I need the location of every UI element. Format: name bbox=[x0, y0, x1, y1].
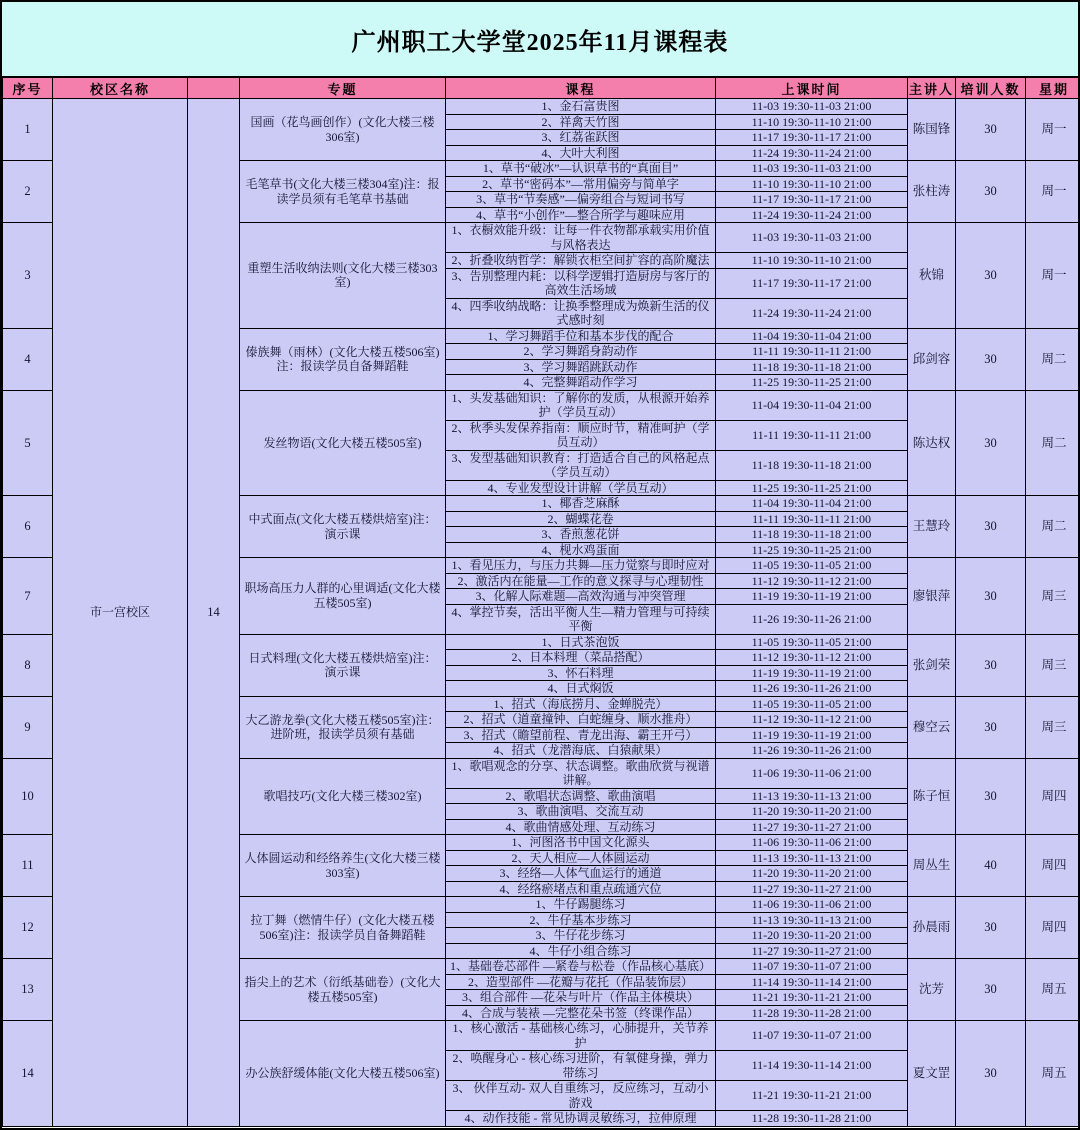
course-time: 11-03 19:30-11-03 21:00 bbox=[716, 99, 908, 115]
course-time: 11-26 19:30-11-26 21:00 bbox=[716, 604, 908, 634]
course-name: 3、牛仔花步练习 bbox=[446, 928, 716, 944]
course-time: 11-18 19:30-11-18 21:00 bbox=[716, 527, 908, 543]
course-name: 1、看见压力，与压力共舞—压力觉察与即时应对 bbox=[446, 558, 716, 574]
student-count: 30 bbox=[956, 496, 1026, 558]
lecturer-name: 沈芳 bbox=[908, 959, 956, 1021]
student-count: 30 bbox=[956, 99, 1026, 161]
weekday: 周五 bbox=[1026, 1021, 1080, 1127]
course-name: 4、枧水鸡蛋面 bbox=[446, 542, 716, 558]
course-time: 11-24 19:30-11-24 21:00 bbox=[716, 207, 908, 223]
lecturer-name: 王慧玲 bbox=[908, 496, 956, 558]
weekday: 周四 bbox=[1026, 835, 1080, 897]
course-name: 2、歌唱状态调整、歌曲演唱 bbox=[446, 788, 716, 804]
course-time: 11-19 19:30-11-19 21:00 bbox=[716, 727, 908, 743]
topic-no: 5 bbox=[3, 390, 53, 496]
student-count: 30 bbox=[956, 897, 1026, 959]
topic-title: 拉丁舞（燃情牛仔）(文化大楼五楼506室)注：报读学员自备舞蹈鞋 bbox=[240, 897, 446, 959]
course-time: 11-26 19:30-11-26 21:00 bbox=[716, 743, 908, 759]
header-row bbox=[3, 78, 1080, 99]
course-time: 11-27 19:30-11-27 21:00 bbox=[716, 819, 908, 835]
course-time: 11-27 19:30-11-27 21:00 bbox=[716, 881, 908, 897]
course-time: 11-10 19:30-11-10 21:00 bbox=[716, 176, 908, 192]
topic-title: 日式料理(文化大楼五楼烘焙室)注：演示课 bbox=[240, 634, 446, 696]
course-name: 1、头发基础知识：了解你的发质，从根源开始养护（学员互动） bbox=[446, 390, 716, 420]
course-name: 3、告别整理内耗：以科学逻辑打造厨房与客厅的高效生活场域 bbox=[446, 268, 716, 298]
course-time: 11-07 19:30-11-07 21:00 bbox=[716, 1021, 908, 1051]
page-title: 广州职工大学堂2025年11月课程表 bbox=[2, 2, 1078, 77]
topic-no: 8 bbox=[3, 634, 53, 696]
lecturer-name: 孙晨雨 bbox=[908, 897, 956, 959]
course-time: 11-20 19:30-11-20 21:00 bbox=[716, 866, 908, 882]
student-count: 30 bbox=[956, 223, 1026, 329]
weekday: 周一 bbox=[1026, 99, 1080, 161]
lecturer-name: 廖银萍 bbox=[908, 558, 956, 635]
course-name: 4、合成与装裱 —完整花朵书签（终课作品） bbox=[446, 1005, 716, 1021]
course-time: 11-12 19:30-11-12 21:00 bbox=[716, 650, 908, 666]
course-name: 4、日式焖饭 bbox=[446, 681, 716, 697]
lecturer-name: 陈国锋 bbox=[908, 99, 956, 161]
course-time: 11-06 19:30-11-06 21:00 bbox=[716, 897, 908, 913]
weekday: 周二 bbox=[1026, 328, 1080, 390]
weekday: 周三 bbox=[1026, 696, 1080, 758]
course-name: 3、经络—人体气血运行的通道 bbox=[446, 866, 716, 882]
course-name: 2、日本料理（菜品搭配） bbox=[446, 650, 716, 666]
course-name: 4、大叶大利图 bbox=[446, 145, 716, 161]
course-name: 2、蝴蝶花卷 bbox=[446, 511, 716, 527]
weekday: 周三 bbox=[1026, 634, 1080, 696]
weekday: 周五 bbox=[1026, 959, 1080, 1021]
topic-no: 6 bbox=[3, 496, 53, 558]
course-name: 4、草书“小创作”—整合所学与趣味应用 bbox=[446, 207, 716, 223]
lecturer-name: 张剑荣 bbox=[908, 634, 956, 696]
topic-no: 3 bbox=[3, 223, 53, 329]
lecturer-name: 秋锦 bbox=[908, 223, 956, 329]
course-time: 11-17 19:30-11-17 21:00 bbox=[716, 192, 908, 208]
course-time: 11-14 19:30-11-14 21:00 bbox=[716, 974, 908, 990]
course-name: 1、椰香芝麻酥 bbox=[446, 496, 716, 512]
weekday: 周一 bbox=[1026, 161, 1080, 223]
course-time: 11-13 19:30-11-13 21:00 bbox=[716, 912, 908, 928]
topic-no: 4 bbox=[3, 328, 53, 390]
course-name: 2、招式（道童撞钟、白蛇缠身、顺水推舟） bbox=[446, 712, 716, 728]
student-count: 30 bbox=[956, 696, 1026, 758]
course-name: 4、招式（龙潜海底、白猿献果） bbox=[446, 743, 716, 759]
course-row bbox=[3, 99, 1080, 115]
course-name: 1、河图洛书中国文化源头 bbox=[446, 835, 716, 851]
course-name: 1、衣橱效能升级：让每一件衣物都承载实用价值与风格表达 bbox=[446, 223, 716, 253]
course-name: 2、草书“密码本”—常用偏旁与简单字 bbox=[446, 176, 716, 192]
lecturer-name: 张柱涛 bbox=[908, 161, 956, 223]
topic-title: 职场高压力人群的心里调适(文化大楼五楼505室) bbox=[240, 558, 446, 635]
course-time: 11-04 19:30-11-04 21:00 bbox=[716, 496, 908, 512]
course-time: 11-04 19:30-11-04 21:00 bbox=[716, 390, 908, 420]
course-name: 2、天人相应—人体圆运动 bbox=[446, 850, 716, 866]
course-time: 11-06 19:30-11-06 21:00 bbox=[716, 758, 908, 788]
course-time: 11-19 19:30-11-19 21:00 bbox=[716, 589, 908, 605]
course-name: 1、核心激活 - 基础核心练习，心肺提升，关节养护 bbox=[446, 1021, 716, 1051]
col-header-weekday: 星期 bbox=[1026, 78, 1080, 99]
student-count: 30 bbox=[956, 558, 1026, 635]
course-name: 3、组合部件 —花朵与叶片（作品主体模块） bbox=[446, 990, 716, 1006]
schedule-body bbox=[3, 99, 1080, 1127]
col-header-topic: 专题 bbox=[240, 78, 446, 99]
col-header-count bbox=[188, 78, 240, 99]
course-time: 11-25 19:30-11-25 21:00 bbox=[716, 375, 908, 391]
course-name: 4、动作技能 - 常见协调灵敏练习，拉伸原理 bbox=[446, 1111, 716, 1127]
topic-title: 指尖上的艺术（衍纸基础卷）(文化大楼五楼505室) bbox=[240, 959, 446, 1021]
course-name: 1、金石富贵图 bbox=[446, 99, 716, 115]
topic-no: 11 bbox=[3, 835, 53, 897]
student-count: 30 bbox=[956, 1021, 1026, 1127]
course-name: 1、日式茶泡饭 bbox=[446, 634, 716, 650]
course-time: 11-18 19:30-11-18 21:00 bbox=[716, 359, 908, 375]
student-count: 40 bbox=[956, 835, 1026, 897]
course-time: 11-06 19:30-11-06 21:00 bbox=[716, 835, 908, 851]
course-name: 2、秋季头发保养指南：顺应时节，精准呵护（学员互动） bbox=[446, 420, 716, 450]
course-time: 11-13 19:30-11-13 21:00 bbox=[716, 788, 908, 804]
course-name: 2、唤醒身心 - 核心练习进阶，有氧健身操，弹力带练习 bbox=[446, 1051, 716, 1081]
course-name: 1、招式（海底捞月、金蝉脱壳） bbox=[446, 696, 716, 712]
lecturer-name: 周丛生 bbox=[908, 835, 956, 897]
topic-title: 发丝物语(文化大楼五楼505室) bbox=[240, 390, 446, 496]
col-header-no: 序号 bbox=[3, 78, 53, 99]
topic-no: 14 bbox=[3, 1021, 53, 1127]
course-name: 3、发型基础知识教育：打造适合自己的风格起点（学员互动） bbox=[446, 450, 716, 480]
course-time: 11-07 19:30-11-07 21:00 bbox=[716, 959, 908, 975]
weekday: 周一 bbox=[1026, 223, 1080, 329]
course-time: 11-27 19:30-11-27 21:00 bbox=[716, 943, 908, 959]
student-count: 30 bbox=[956, 328, 1026, 390]
course-time: 11-28 19:30-11-28 21:00 bbox=[716, 1005, 908, 1021]
course-time: 11-05 19:30-11-05 21:00 bbox=[716, 558, 908, 574]
col-header-lecturer: 主讲人 bbox=[908, 78, 956, 99]
course-name: 1、基础卷芯部件 —紧卷与松卷（作品核心基底） bbox=[446, 959, 716, 975]
course-name: 3、招式（瞻望前程、青龙出海、霸王开弓） bbox=[446, 727, 716, 743]
course-name: 2、激活内在能量—工作的意义探寻与心理韧性 bbox=[446, 573, 716, 589]
course-name: 4、四季收纳战略：让换季整理成为焕新生活的仪式感时刻 bbox=[446, 298, 716, 328]
lecturer-name: 陈达权 bbox=[908, 390, 956, 496]
course-time: 11-11 19:30-11-11 21:00 bbox=[716, 420, 908, 450]
course-time: 11-10 19:30-11-10 21:00 bbox=[716, 253, 908, 269]
topic-no: 9 bbox=[3, 696, 53, 758]
course-time: 11-03 19:30-11-03 21:00 bbox=[716, 223, 908, 253]
course-name: 4、完整舞蹈动作学习 bbox=[446, 375, 716, 391]
lecturer-name: 邱剑容 bbox=[908, 328, 956, 390]
course-time: 11-20 19:30-11-20 21:00 bbox=[716, 928, 908, 944]
course-name: 2、学习舞蹈身韵动作 bbox=[446, 344, 716, 360]
topic-title: 歌唱技巧(文化大楼三楼302室) bbox=[240, 758, 446, 835]
topic-title: 中式面点(文化大楼五楼烘焙室)注：演示课 bbox=[240, 496, 446, 558]
course-name: 3、 伙伴互动- 双人自重练习，反应练习，互动小游戏 bbox=[446, 1081, 716, 1111]
course-name: 2、牛仔基本步练习 bbox=[446, 912, 716, 928]
schedule-table bbox=[2, 77, 1080, 1127]
course-time: 11-17 19:30-11-17 21:00 bbox=[716, 268, 908, 298]
topic-no: 7 bbox=[3, 558, 53, 635]
weekday: 周二 bbox=[1026, 390, 1080, 496]
course-time: 11-21 19:30-11-21 21:00 bbox=[716, 990, 908, 1006]
course-time: 11-05 19:30-11-05 21:00 bbox=[716, 634, 908, 650]
student-count: 30 bbox=[956, 959, 1026, 1021]
course-name: 1、草书“破冰”—认识草书的“真面目” bbox=[446, 161, 716, 177]
lecturer-name: 夏文罡 bbox=[908, 1021, 956, 1127]
topic-title: 人体圆运动和经络养生(文化大楼三楼303室) bbox=[240, 835, 446, 897]
topic-title: 大乙游龙拳(文化大楼五楼505室)注：进阶班，报读学员须有基础 bbox=[240, 696, 446, 758]
course-time: 11-25 19:30-11-25 21:00 bbox=[716, 542, 908, 558]
col-header-course: 课程 bbox=[446, 78, 716, 99]
course-name: 4、掌控节奏，活出平衡人生—精力管理与可持续平衡 bbox=[446, 604, 716, 634]
course-name: 3、歌曲演唱、交流互动 bbox=[446, 804, 716, 820]
course-time: 11-13 19:30-11-13 21:00 bbox=[716, 850, 908, 866]
campus-topic-count: 14 bbox=[188, 99, 240, 1127]
course-time: 11-12 19:30-11-12 21:00 bbox=[716, 712, 908, 728]
course-time: 11-05 19:30-11-05 21:00 bbox=[716, 696, 908, 712]
col-header-students: 培训人数 bbox=[956, 78, 1026, 99]
course-name: 3、香煎葱花饼 bbox=[446, 527, 716, 543]
course-name: 4、专业发型设计讲解（学员互动） bbox=[446, 480, 716, 496]
course-name: 2、折叠收纳哲学：解锁衣柜空间扩容的高阶魔法 bbox=[446, 253, 716, 269]
student-count: 30 bbox=[956, 161, 1026, 223]
course-name: 1、歌唱观念的分享、状态调整。歌曲欣赏与视谱讲解。 bbox=[446, 758, 716, 788]
course-name: 1、牛仔踢腿练习 bbox=[446, 897, 716, 913]
course-time: 11-25 19:30-11-25 21:00 bbox=[716, 480, 908, 496]
course-time: 11-17 19:30-11-17 21:00 bbox=[716, 130, 908, 146]
weekday: 周四 bbox=[1026, 758, 1080, 835]
student-count: 30 bbox=[956, 758, 1026, 835]
course-time: 11-19 19:30-11-19 21:00 bbox=[716, 665, 908, 681]
course-name: 2、造型部件 —花瓣与花托（作品装饰层） bbox=[446, 974, 716, 990]
student-count: 30 bbox=[956, 390, 1026, 496]
course-name: 4、歌曲情感处理、互动练习 bbox=[446, 819, 716, 835]
topic-no: 2 bbox=[3, 161, 53, 223]
topic-no: 10 bbox=[3, 758, 53, 835]
course-name: 2、祥禽天竹图 bbox=[446, 114, 716, 130]
course-name: 3、草书“节奏感”—偏旁组合与短词书写 bbox=[446, 192, 716, 208]
course-time: 11-24 19:30-11-24 21:00 bbox=[716, 145, 908, 161]
course-time: 11-18 19:30-11-18 21:00 bbox=[716, 450, 908, 480]
course-name: 3、红荔雀跃图 bbox=[446, 130, 716, 146]
course-name: 3、学习舞蹈跳跃动作 bbox=[446, 359, 716, 375]
course-time: 11-28 19:30-11-28 21:00 bbox=[716, 1111, 908, 1127]
course-time: 11-24 19:30-11-24 21:00 bbox=[716, 298, 908, 328]
course-time: 11-14 19:30-11-14 21:00 bbox=[716, 1051, 908, 1081]
col-header-time: 上课时间 bbox=[716, 78, 908, 99]
lecturer-name: 穆空云 bbox=[908, 696, 956, 758]
course-time: 11-10 19:30-11-10 21:00 bbox=[716, 114, 908, 130]
course-time: 11-11 19:30-11-11 21:00 bbox=[716, 344, 908, 360]
course-name: 4、牛仔小组合练习 bbox=[446, 943, 716, 959]
lecturer-name: 陈子恒 bbox=[908, 758, 956, 835]
topic-no: 1 bbox=[3, 99, 53, 161]
topic-title: 重塑生活收纳法则(文化大楼三楼303室) bbox=[240, 223, 446, 329]
weekday: 周三 bbox=[1026, 558, 1080, 635]
topic-no: 12 bbox=[3, 897, 53, 959]
topic-no: 13 bbox=[3, 959, 53, 1021]
course-name: 1、学习舞蹈手位和基本步伐的配合 bbox=[446, 328, 716, 344]
course-time: 11-12 19:30-11-12 21:00 bbox=[716, 573, 908, 589]
topic-title: 毛笔草书(文化大楼三楼304室)注：报读学员须有毛笔草书基础 bbox=[240, 161, 446, 223]
course-name: 3、怀石料理 bbox=[446, 665, 716, 681]
topic-title: 傣族舞（雨林）(文化大楼五楼506室)注：报读学员自备舞蹈鞋 bbox=[240, 328, 446, 390]
topic-title: 国画（花鸟画创作）(文化大楼三楼306室) bbox=[240, 99, 446, 161]
topic-title: 办公族舒缓体能(文化大楼五楼506室) bbox=[240, 1021, 446, 1127]
course-time: 11-26 19:30-11-26 21:00 bbox=[716, 681, 908, 697]
course-name: 4、经络瘀堵点和重点疏通穴位 bbox=[446, 881, 716, 897]
weekday: 周四 bbox=[1026, 897, 1080, 959]
col-header-campus: 校区名称 bbox=[53, 78, 188, 99]
course-time: 11-03 19:30-11-03 21:00 bbox=[716, 161, 908, 177]
student-count: 30 bbox=[956, 634, 1026, 696]
course-time: 11-11 19:30-11-11 21:00 bbox=[716, 511, 908, 527]
weekday: 周二 bbox=[1026, 496, 1080, 558]
course-time: 11-20 19:30-11-20 21:00 bbox=[716, 804, 908, 820]
course-time: 11-04 19:30-11-04 21:00 bbox=[716, 328, 908, 344]
course-time: 11-21 19:30-11-21 21:00 bbox=[716, 1081, 908, 1111]
campus-name: 市一宫校区 bbox=[53, 99, 188, 1127]
course-name: 3、化解人际难题—高效沟通与冲突管理 bbox=[446, 589, 716, 605]
